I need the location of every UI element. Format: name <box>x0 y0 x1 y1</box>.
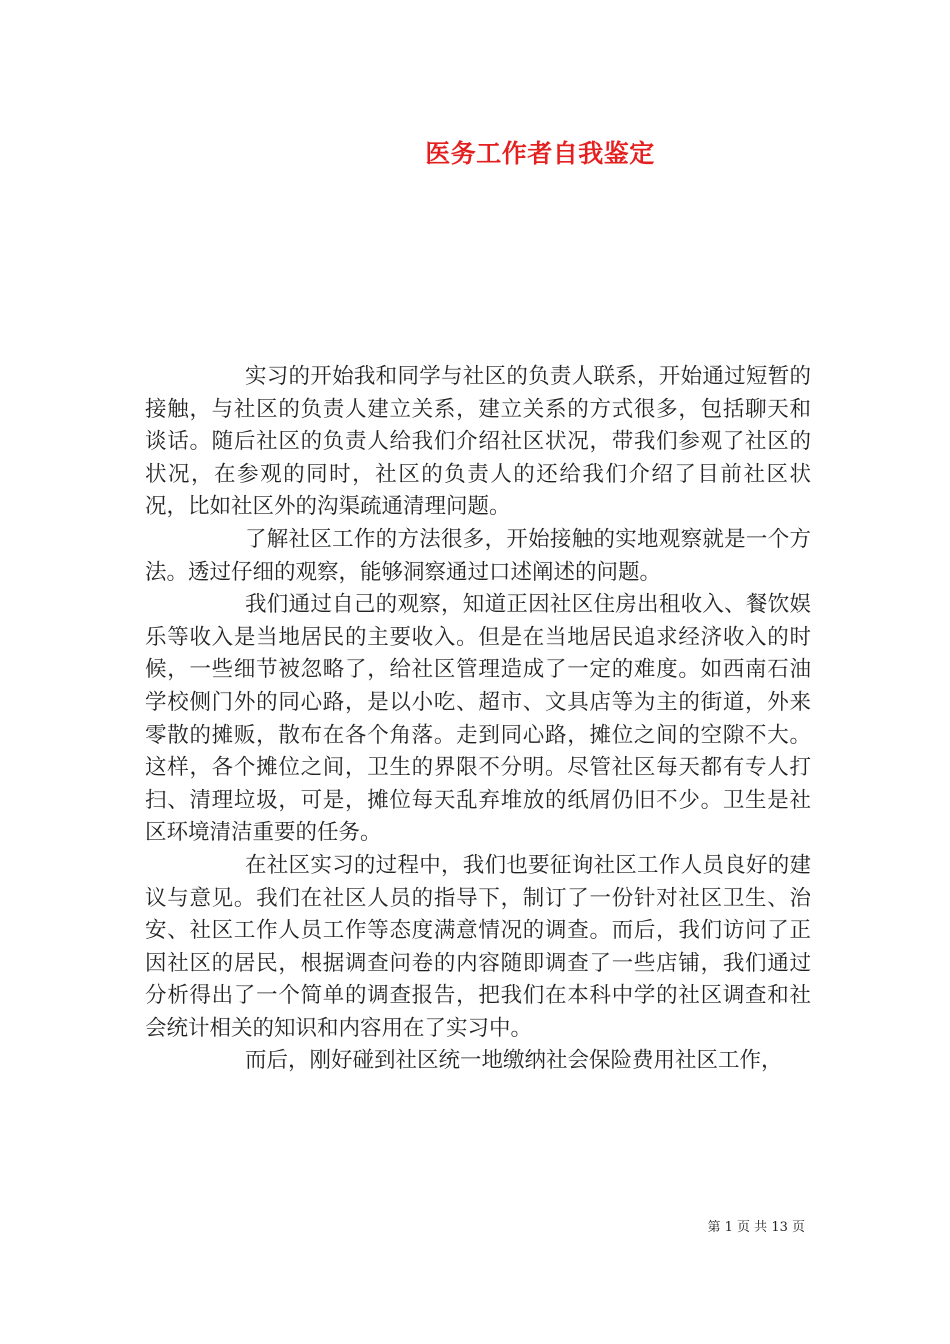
paragraph: 而后，刚好碰到社区统一地缴纳社会保险费用社区工作， <box>245 1048 783 1074</box>
paragraph: 了解社区工作的方法很多，开始接触的实地观察就是一个方法。透过仔细的观察，能够洞察通过口述阐述的问题。 <box>145 526 811 585</box>
document-body <box>145 361 811 1078</box>
paragraph: 实习的开始我和同学与社区的负责人联系，开始通过短暂的接触，与社区的负责人建立关系，建立关系的方式很多，包括聊天和谈话。随后社区的负责人给我们介绍社区状况，带我们参观了社区的状况，在参观的同时，社区的负责人的还给我们介绍了目前社区状况，比如社区外的沟渠疏通清理问题。 <box>145 364 811 520</box>
paragraph: 在社区实习的过程中，我们也要征询社区工作人员良好的建议与意见。我们在社区人员的指导下，制订了一份针对社区卫生、治安、社区工作人员工作等态度满意情况的调查。而后，我们访问了正因社区的居民，根据调查问卷的内容随即调查了一些店铺，我们通过分析得出了一个简单的调查报告，把我们在本科中学的社区调查和社会统计相关的知识和内容用在了实习中。 <box>145 852 811 1041</box>
document-title: 医务工作者自我鉴定 <box>425 139 655 168</box>
page-number-footer: 第 1 页 共 13 页 <box>707 1220 805 1235</box>
paragraph: 我们通过自己的观察，知道正因社区住房出租收入、餐饮娱乐等收入是当地居民的主要收入。但是在当地居民追求经济收入的时候，一些细节被忽略了，给社区管理造成了一定的难度。如西南石油学校侧门外的同心路，是以小吃、超市、文具店等为主的街道，外来零散的摊贩，散布在各个角落。走到同心路，摊位之间的空隙不大。这样，各个摊位之间，卫生的界限不分明。尽管社区每天都有专人打扫、清理垃圾，可是，摊位每天乱弃堆放的纸屑仍旧不少。卫生是社区环境清洁重要的任务。 <box>145 592 811 846</box>
